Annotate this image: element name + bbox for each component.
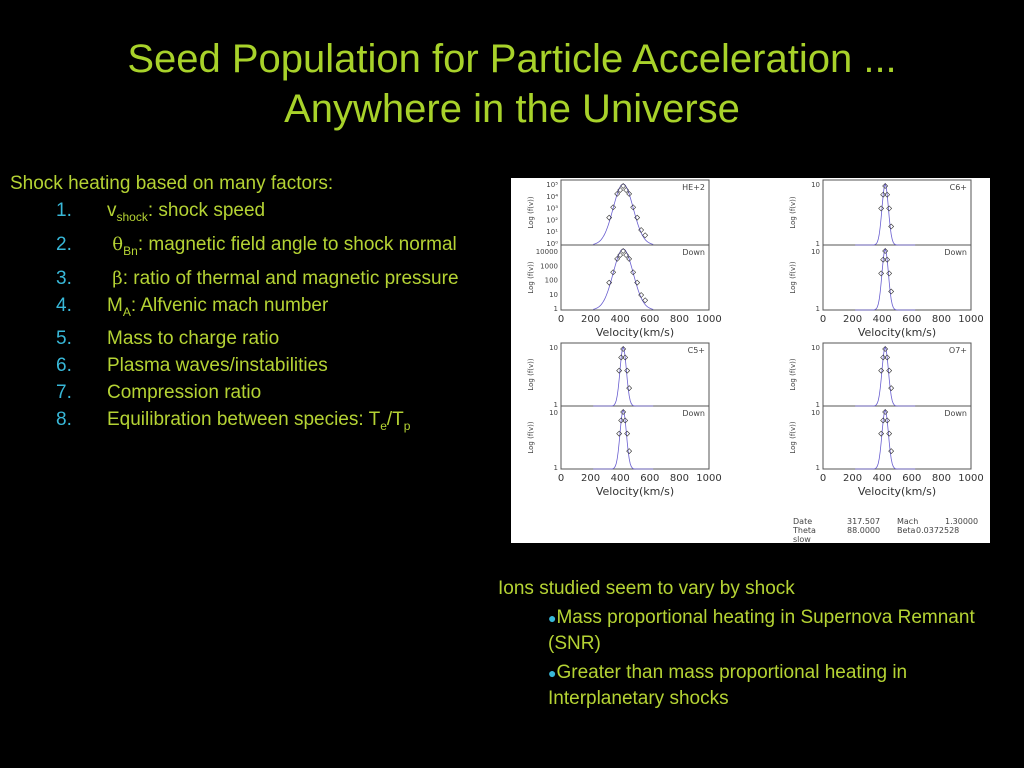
bullet-text: Mass proportional heating in Supernova Remnant (SNR) [548, 607, 975, 654]
species-label: HE+2 [682, 183, 705, 192]
y-tick-label: 1 [553, 305, 558, 313]
data-point-marker [889, 289, 894, 294]
item-subscript-2: p [403, 419, 411, 434]
y-axis-label: Log (f(v)) [789, 196, 797, 229]
x-tick-label: 400 [872, 473, 892, 484]
x-axis-label: Velocity(km/s) [857, 485, 937, 498]
data-point-marker [879, 206, 884, 211]
downstream-label: Down [944, 248, 967, 257]
y-tick-label: 10⁵ [546, 181, 558, 189]
downstream-label: Down [944, 409, 967, 418]
ions-section [498, 576, 1018, 711]
data-point-marker [617, 368, 622, 373]
data-point-marker [887, 271, 892, 276]
x-tick-label: 800 [931, 314, 951, 325]
x-tick-label: 200 [581, 314, 601, 325]
x-tick-label: 800 [669, 314, 689, 325]
data-point-marker [879, 368, 884, 373]
list-number: 6. [56, 355, 72, 377]
info-beta-value: 0.0372528 [916, 526, 960, 535]
item-text: Plasma waves/instabilities [107, 355, 328, 377]
info-date-label: Date [793, 517, 813, 526]
info-mach-value: 1.30000 [945, 517, 979, 526]
y-axis-label: Log (f(v)) [527, 196, 535, 229]
list-number: 7. [56, 382, 72, 404]
y-axis-label: Log (f(v)) [789, 358, 797, 391]
x-tick-label: 200 [581, 473, 601, 484]
list-item [10, 379, 490, 406]
bullet-dot-icon: ● [548, 610, 557, 626]
info-mach-label: Mach [897, 517, 919, 526]
y-tick-label: 1 [815, 464, 820, 472]
distribution-curve [593, 347, 653, 406]
list-item [10, 352, 490, 379]
y-tick-label: 10 [811, 344, 820, 352]
data-point-marker [879, 271, 884, 276]
info-date-value: 317.507 [847, 517, 881, 526]
y-tick-label: 1 [553, 401, 558, 409]
factors-heading: Shock heating based on many factors: [10, 173, 334, 194]
title-line-2: Anywhere in the Universe [284, 87, 740, 131]
y-tick-label: 10¹ [546, 228, 558, 237]
list-number: 4. [56, 294, 72, 316]
item-text-rest: : shock speed [147, 200, 266, 221]
slide-title [0, 34, 1024, 134]
info-speed-label: slow [793, 535, 811, 543]
theta-symbol: θ [112, 233, 124, 255]
list-item [10, 265, 490, 292]
list-item [10, 292, 490, 326]
item-text: Equilibration between species: T [107, 409, 381, 431]
item-subscript: e [380, 419, 387, 434]
downstream-label: Down [682, 248, 705, 257]
y-tick-label: 10² [546, 216, 558, 225]
info-theta-label: Theta [793, 526, 816, 535]
data-point-marker [625, 368, 630, 373]
y-tick-label: 10⁰ [546, 240, 558, 248]
item-text: v [107, 200, 117, 221]
x-tick-label: 400 [872, 314, 892, 325]
item-text-rest: /T [386, 409, 404, 431]
distribution-curve [855, 184, 915, 245]
x-tick-label: 1000 [958, 473, 984, 484]
list-number: 2. [56, 233, 72, 255]
item-text-rest: : magnetic field angle to shock normal [137, 233, 457, 255]
y-tick-label: 10 [549, 290, 558, 299]
y-tick-label: 10000 [535, 248, 558, 256]
list-number: 8. [56, 409, 72, 431]
list-item [10, 231, 490, 265]
data-point-marker [887, 206, 892, 211]
y-tick-label: 1000 [540, 262, 558, 271]
item-subscript: Bn [123, 243, 138, 258]
data-point-marker [617, 431, 622, 436]
ions-heading: Ions studied seem to vary by shock [498, 578, 795, 599]
bullet-text: Greater than mass proportional heating in Interplanetary shocks [548, 662, 908, 709]
list-number: 5. [56, 328, 72, 350]
distribution-curve [855, 347, 915, 406]
velocity-distribution-figure [511, 178, 990, 543]
y-tick-label: 10³ [546, 204, 558, 213]
x-tick-label: 1000 [958, 314, 984, 325]
y-tick-label: 10 [549, 344, 558, 352]
item-text: M [107, 294, 123, 316]
item-text-rest: : Alfvenic mach number [130, 294, 329, 316]
x-tick-label: 600 [640, 473, 660, 484]
distribution-curve [593, 410, 653, 469]
item-text: Compression ratio [107, 382, 262, 404]
beta-symbol: β [112, 267, 123, 289]
y-tick-label: 10 [811, 409, 820, 417]
data-point-marker [887, 368, 892, 373]
x-tick-label: 200 [843, 314, 863, 325]
y-tick-label: 1 [815, 401, 820, 409]
x-tick-label: 0 [557, 314, 565, 325]
title-line-1: Seed Population for Particle Acceleration ... [127, 37, 897, 81]
item-subscript: A [122, 304, 131, 319]
figure-svg [511, 178, 990, 543]
y-tick-label: 1 [815, 240, 820, 248]
x-axis-label: Velocity(km/s) [595, 326, 675, 339]
distribution-curve [593, 249, 653, 309]
item-subscript: shock [116, 209, 148, 224]
x-tick-label: 600 [902, 473, 922, 484]
downstream-label: Down [682, 409, 705, 418]
y-axis-label: Log (f(v)) [527, 421, 535, 454]
species-label: C5+ [687, 346, 705, 355]
x-axis-label: Velocity(km/s) [595, 485, 675, 498]
x-tick-label: 400 [610, 473, 630, 484]
y-axis-label: Log (f(v)) [789, 261, 797, 294]
info-beta-label: Beta [897, 526, 916, 535]
list-item [10, 197, 490, 231]
y-axis-label: Log (f(v)) [527, 358, 535, 391]
x-tick-label: 0 [819, 314, 827, 325]
factors-list [10, 197, 490, 440]
x-tick-label: 800 [669, 473, 689, 484]
y-axis-label: Log (f(v)) [789, 421, 797, 454]
list-item [10, 325, 490, 352]
info-theta-value: 88.0000 [847, 526, 881, 535]
x-tick-label: 600 [902, 314, 922, 325]
x-tick-label: 800 [931, 473, 951, 484]
x-tick-label: 1000 [696, 314, 722, 325]
factors-list-section [10, 170, 490, 440]
x-tick-label: 1000 [696, 473, 722, 484]
y-axis-label: Log (f(v)) [527, 261, 535, 294]
list-number: 1. [56, 200, 72, 221]
x-tick-label: 600 [640, 314, 660, 325]
list-number: 3. [56, 267, 72, 289]
bullet-item [498, 605, 1018, 656]
item-text-rest: : ratio of thermal and magnetic pressure [122, 267, 459, 289]
species-label: C6+ [949, 183, 967, 192]
y-tick-label: 10 [549, 409, 558, 417]
y-tick-label: 10 [811, 181, 820, 189]
data-point-marker [879, 431, 884, 436]
distribution-curve [855, 410, 915, 469]
bullet-dot-icon: ● [548, 665, 557, 681]
distribution-curve [593, 184, 653, 244]
data-point-marker [887, 431, 892, 436]
data-point-marker [625, 431, 630, 436]
list-item [10, 406, 490, 440]
data-point-marker [889, 224, 894, 229]
y-tick-label: 10⁴ [546, 192, 558, 201]
y-tick-label: 1 [553, 464, 558, 472]
species-label: O7+ [948, 346, 967, 355]
item-text: Mass to charge ratio [107, 328, 280, 350]
x-tick-label: 200 [843, 473, 863, 484]
x-tick-label: 400 [610, 314, 630, 325]
x-tick-label: 0 [557, 473, 565, 484]
x-tick-label: 0 [819, 473, 827, 484]
data-point-marker [889, 449, 894, 454]
x-axis-label: Velocity(km/s) [857, 326, 937, 339]
data-point-marker [627, 386, 632, 391]
distribution-curve [855, 249, 915, 310]
data-point-marker [889, 386, 894, 391]
y-tick-label: 1 [815, 305, 820, 313]
bullet-item [498, 660, 1018, 711]
y-tick-label: 100 [544, 276, 558, 285]
data-point-marker [627, 449, 632, 454]
y-tick-label: 10 [811, 248, 820, 256]
